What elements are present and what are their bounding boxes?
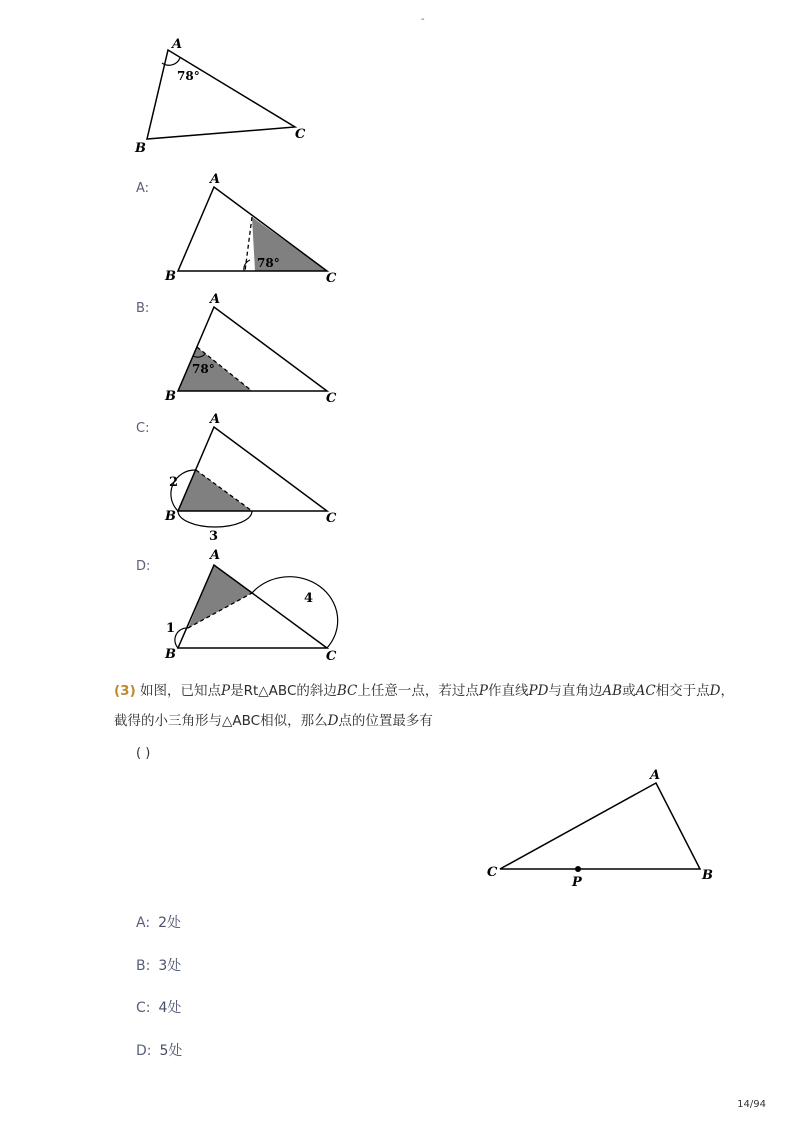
choice-d[interactable] — [136, 1040, 182, 1060]
point-p-label: P — [572, 875, 582, 890]
option-a-label: A: — [136, 181, 150, 196]
q-text-5: 与直角边 — [548, 683, 603, 699]
q-text-1: 如图，已知点 — [140, 683, 222, 699]
q-text-6: 或 — [622, 683, 636, 699]
choice-a[interactable] — [136, 912, 181, 932]
option-c-label: C: — [136, 421, 150, 436]
point-p — [575, 866, 581, 872]
arc-2-label: 2 — [169, 475, 179, 490]
q-text-9: 点的位置最多有 — [338, 713, 433, 729]
option-d-label: D: — [136, 559, 151, 574]
vertex-c-label: C — [326, 649, 337, 664]
arc-1-label: 1 — [166, 621, 176, 636]
angle-label: 78° — [177, 69, 200, 83]
vertex-c-label: C — [326, 271, 337, 286]
choice-letter: B: — [136, 958, 151, 974]
vertex-a-label: A — [172, 37, 183, 52]
arc-3 — [178, 511, 252, 527]
vertex-b-label: B — [702, 868, 713, 883]
q3-triangle — [500, 783, 700, 869]
vertex-a-label: A — [210, 172, 221, 187]
choice-value: 5处 — [159, 1043, 183, 1059]
choice-value: 4处 — [158, 1000, 182, 1016]
shaded-triangle — [178, 347, 252, 391]
vertex-a-label: A — [210, 292, 221, 307]
q-var-d: D — [709, 683, 721, 699]
q-text-4: 作直线 — [487, 683, 529, 699]
shaded-triangle — [188, 565, 252, 628]
choice-c[interactable] — [136, 997, 181, 1017]
arc-4-label: 4 — [304, 591, 314, 606]
vertex-b-label: B — [165, 509, 176, 524]
option-b-label: B: — [136, 301, 150, 316]
angle-label: 78° — [257, 256, 280, 270]
vertex-b-label: B — [165, 389, 176, 404]
q-text-2: 是Rt△ABC的斜边 — [230, 683, 337, 699]
vertex-c-label: C — [295, 127, 306, 142]
choice-letter: D: — [136, 1043, 152, 1059]
answer-blank: ( ) — [136, 746, 151, 761]
vertex-b-label: B — [165, 647, 176, 662]
reference-triangle-figure — [120, 30, 320, 160]
angle-label: 78° — [192, 362, 215, 376]
vertex-c-label: C — [487, 865, 498, 880]
vertex-c-label: C — [326, 391, 337, 406]
question-3-text — [114, 676, 734, 736]
q-var-ab: AB — [602, 683, 623, 699]
option-d-figure — [160, 545, 350, 670]
option-c-figure — [160, 410, 350, 545]
shaded-triangle — [178, 470, 252, 511]
q-var-d2: D — [327, 713, 339, 729]
vertex-b-label: B — [135, 141, 146, 156]
choice-b[interactable] — [136, 955, 181, 975]
choice-value: 3处 — [158, 958, 182, 974]
vertex-b-label: B — [165, 269, 176, 284]
q-var-p: P — [221, 683, 231, 699]
choice-letter: A: — [136, 915, 151, 931]
option-b-figure — [160, 290, 350, 410]
vertex-a-label: A — [210, 412, 221, 427]
vertex-a-label: A — [650, 768, 661, 783]
page-number: 14/94 — [737, 1099, 766, 1110]
q3-triangle-figure — [480, 762, 720, 892]
q-text-7: 相交于点 — [655, 683, 710, 699]
q-text-3: 上任意一点，若过点 — [357, 683, 479, 699]
header-mark: - — [421, 14, 425, 25]
arc-3-label: 3 — [209, 529, 219, 544]
arc-4 — [252, 577, 338, 648]
vertex-c-label: C — [326, 511, 337, 526]
q-text-8: ，截得的小三角形与△ABC相似，那么 — [114, 683, 734, 729]
q-var-ac: AC — [635, 683, 656, 699]
question-number: (3) — [114, 683, 136, 699]
option-a-figure — [160, 170, 350, 290]
q-var-bc: BC — [336, 683, 358, 699]
q-var-p2: P — [478, 683, 488, 699]
vertex-a-label: A — [210, 548, 221, 563]
choice-letter: C: — [136, 1000, 151, 1016]
choice-value: 2处 — [158, 915, 181, 931]
reference-triangle — [147, 50, 295, 139]
q-var-pd: PD — [528, 683, 549, 699]
